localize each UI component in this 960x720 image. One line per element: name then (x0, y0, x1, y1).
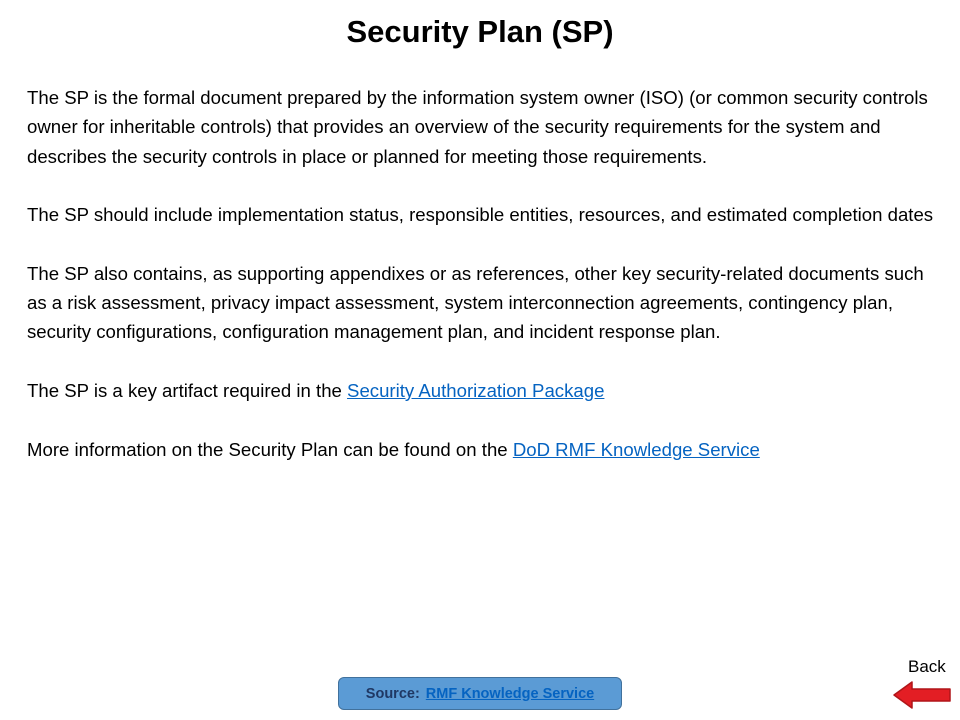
paragraph-definition: The SP is the formal document prepared by the information system owner (ISO) (or common security controls owner for inheritable controls) that provides an overview of the security requirements for the system and describes the security controls in place or planned for meeting those requirements. (27, 87, 928, 167)
paragraph-artifact-text: The SP is a key artifact required in the (27, 379, 348, 401)
left-arrow-icon[interactable] (892, 680, 952, 710)
paragraph-contents: The SP should include implementation status, responsible entities, resources, and estimated completion dates (27, 204, 934, 226)
left-arrow-shape (894, 682, 950, 708)
paragraph-more-info (27, 435, 937, 464)
security-authorization-package-link[interactable]: Security Authorization Package (347, 379, 605, 401)
paragraph-more-info-text: More information on the Security Plan can be found on the (27, 438, 513, 460)
rmf-knowledge-service-link[interactable]: RMF Knowledge Service (425, 685, 595, 702)
dod-rmf-knowledge-service-link[interactable]: DoD RMF Knowledge Service (512, 438, 760, 460)
page-title: Security Plan (SP) (346, 14, 614, 49)
back-label[interactable]: Back (908, 657, 946, 676)
paragraph-artifact (27, 376, 937, 405)
paragraph-appendixes: The SP also contains, as supporting appendixes or as references, other key security-related documents such as a risk assessment, privacy impact assessment, system interconnection agreements, contingency plan, security configurations, configuration management plan, and incident response plan. (27, 262, 924, 343)
source-label: Source: (365, 685, 420, 702)
source-box (338, 677, 622, 710)
main-content (27, 83, 937, 493)
